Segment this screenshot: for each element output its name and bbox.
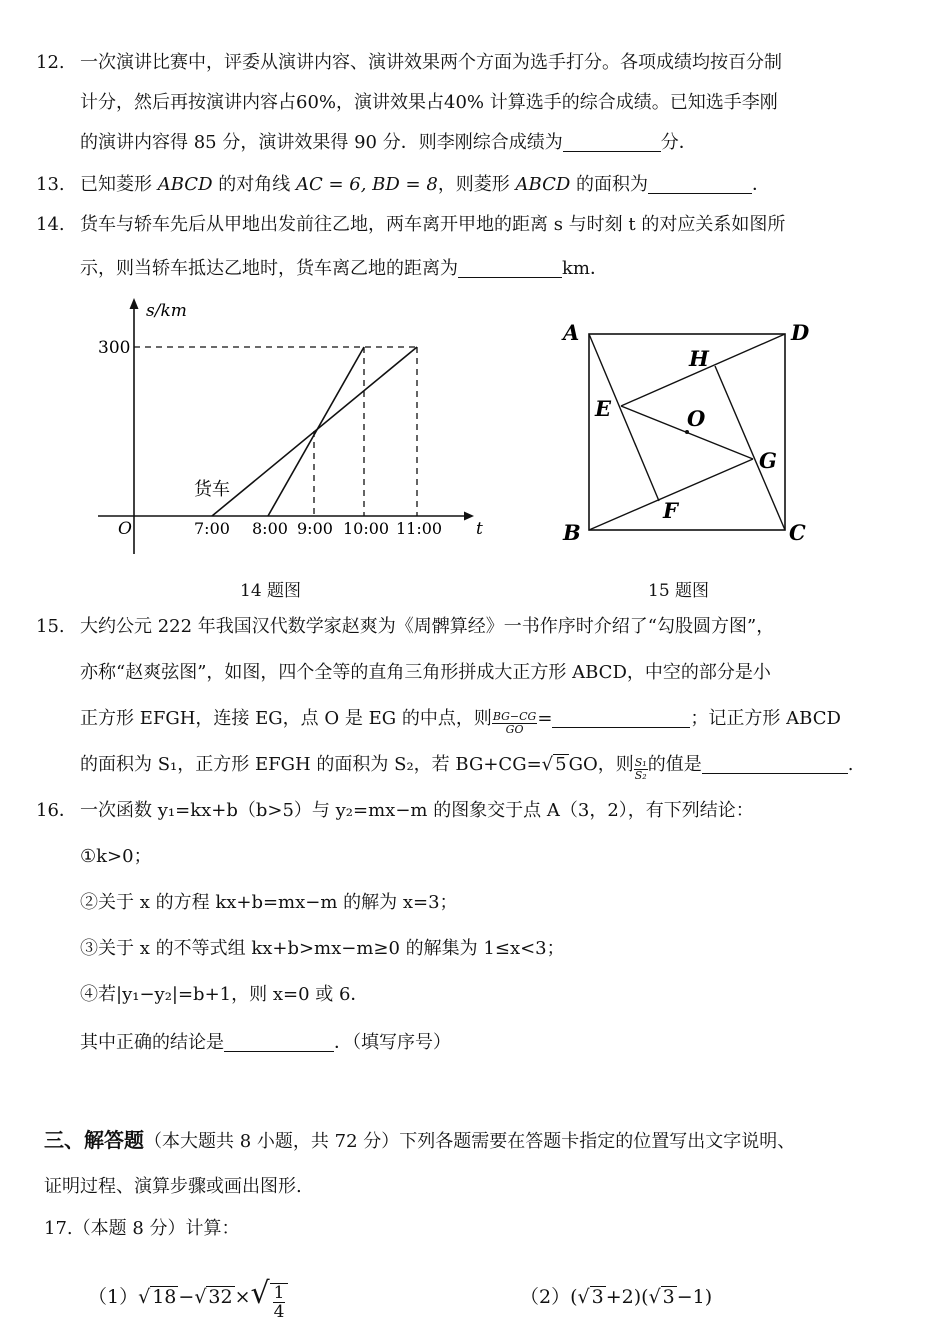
text-segment: ，则菱形: [437, 174, 510, 195]
question-number: 12.: [36, 52, 65, 73]
center-o-label: O: [687, 406, 706, 431]
fraction-bgcg-over-go: [492, 711, 538, 736]
text-segment: =: [537, 708, 553, 729]
answer-blank[interactable]: [458, 257, 562, 278]
radicand: 3: [662, 1286, 675, 1308]
operator: ×: [234, 1286, 251, 1308]
section-description: （本大题共 8 小题，共 72 分）下列各题需要在答题卡指定的位置写出文字说明、: [144, 1131, 796, 1152]
vertex-e-label: E: [595, 396, 612, 421]
text-segment: ；记正方形 ABCD: [690, 708, 841, 729]
fraction-numerator: 1: [273, 1283, 285, 1303]
conclusion-1: ①k>0；: [80, 846, 152, 867]
text-segment: 已知菱形: [80, 174, 152, 195]
part-label: （2）: [520, 1286, 571, 1308]
x-axis-arrow-icon: [464, 512, 474, 521]
sqrt-symbol: √: [194, 1286, 207, 1308]
text-segment: ．: [752, 174, 771, 195]
question-text-line: 计分，然后再按演讲内容占60%，演讲效果占40% 计算选手的综合成绩。已知选手李刚: [80, 92, 778, 113]
math-expression: AC = 6, BD = 8: [295, 174, 438, 195]
question-number: 14.: [36, 214, 65, 235]
sqrt-symbol: √: [577, 1286, 590, 1308]
answer-blank[interactable]: [563, 131, 661, 152]
fraction-numerator: S₁: [634, 756, 647, 769]
expression-part: +2)(: [605, 1286, 649, 1308]
question-number: 16．: [36, 800, 77, 821]
x-tick: 10:00: [343, 519, 390, 538]
sqrt-symbol: √: [250, 1276, 270, 1311]
radicand: 5: [555, 754, 567, 775]
question-text-line: [80, 704, 841, 736]
text-segment: 分．: [660, 132, 697, 153]
section-3-description-line: 证明过程、演算步骤或画出图形.: [44, 1176, 302, 1197]
y-axis-arrow-icon: [130, 298, 139, 309]
operator: −: [178, 1286, 195, 1308]
origin-label: O: [118, 519, 132, 539]
text-segment: 的面积为: [576, 174, 649, 195]
fraction-one-quarter: [270, 1283, 289, 1321]
question-text-line: 货车与轿车先后从甲地出发前往乙地，两车离开甲地的距离 s 与时刻 t 的对应关系如图所: [80, 214, 786, 235]
conclusion-4: ④若|y₁−y₂|=b+1，则 x=0 或 6．: [80, 984, 369, 1005]
question-text-line: 一次演讲比赛中，评委从演讲内容、演讲效果两个方面为选手打分。各项成绩均按百分制: [80, 52, 782, 73]
text-segment: 的演讲内容得 85 分，演讲效果得 90 分．则李刚综合成绩为: [80, 132, 563, 153]
math-symbol: ABCD: [515, 174, 571, 195]
fraction-numerator: BG−CG: [492, 710, 537, 723]
question-text-line: [80, 1028, 451, 1058]
text-segment: 的值是: [647, 754, 702, 775]
vertex-a-label: A: [563, 320, 580, 345]
text-segment: 的面积为 S₁，正方形 EFGH 的面积为 S₂，若 BG+CG=: [80, 754, 542, 775]
radicand: 32: [208, 1286, 233, 1308]
section-3-header: [44, 1124, 795, 1153]
sqrt-symbol: √: [541, 754, 554, 775]
sqrt-symbol: √: [648, 1286, 661, 1308]
question-text-line: 亦称“赵爽弦图”，如图，四个全等的直角三角形拼成大正方形 ABCD，中空的部分是小: [80, 662, 771, 683]
fraction-denominator: S₂: [634, 769, 647, 782]
text-segment: 的对角线: [218, 174, 291, 195]
question-text-line: 大约公元 222 年我国汉代数学家赵爽为《周髀算经》一书作序时介绍了“勾股圆方图”，: [80, 616, 775, 637]
question-text-line: [80, 750, 853, 782]
vertex-f-label: F: [663, 498, 678, 523]
text-segment: 正方形 EFGH，连接 EG，点 O 是 EG 的中点，则: [80, 708, 492, 729]
vertex-g-label: G: [759, 448, 777, 473]
vertex-c-label: C: [789, 520, 806, 545]
radicand: 18: [152, 1286, 177, 1308]
car-line: [268, 347, 364, 516]
text-segment: 示，则当轿车抵达乙地时，货车离乙地的距离为: [80, 258, 458, 279]
question-17-head: 17.（本题 8 分）计算：: [44, 1218, 240, 1239]
figure-14-caption: 14 题图: [240, 581, 302, 601]
question-number: 15.: [36, 616, 65, 637]
conclusion-2: ②关于 x 的方程 kx+b=mx−m 的解为 x=3；: [80, 892, 458, 913]
question-text-line: [80, 128, 697, 158]
text-segment: GO，则: [568, 754, 634, 775]
text-segment: km．: [562, 258, 608, 279]
x-axis-label: t: [476, 519, 483, 539]
y-axis-label: s/km: [146, 301, 187, 321]
part-label: （1）: [88, 1286, 139, 1308]
text-segment: 其中正确的结论是: [80, 1032, 224, 1053]
vertex-d-label: D: [791, 320, 810, 345]
figure-14-graph: [90, 292, 490, 562]
answer-blank[interactable]: [224, 1031, 334, 1052]
question-text-line: 一次函数 y₁=kx+b（b>5）与 y₂=mx−m 的图象交于点 A（3，2），有下列结论：: [80, 800, 754, 821]
fraction-s1-over-s2: [634, 757, 648, 782]
radicand: 3: [591, 1286, 604, 1308]
paren: (: [570, 1286, 578, 1308]
text-segment: ．（填写序号）: [334, 1032, 451, 1053]
answer-blank[interactable]: [552, 707, 690, 728]
truck-label: 货车: [194, 479, 230, 500]
answer-blank[interactable]: [648, 173, 752, 194]
x-tick: 8:00: [252, 519, 288, 538]
question-text-line: [80, 254, 608, 284]
answer-blank[interactable]: [702, 753, 848, 774]
conclusion-3: ③关于 x 的不等式组 kx+b>mx−m≥0 的解集为 1≤x<3；: [80, 938, 565, 959]
expression-part: −1): [676, 1286, 713, 1308]
x-tick: 7:00: [194, 519, 230, 538]
y-tick-300: 300: [98, 338, 131, 358]
question-text-line: [80, 170, 770, 200]
figure-15-diagram: [555, 318, 825, 550]
question-17-part-2: [520, 1282, 712, 1312]
x-tick: 11:00: [396, 519, 443, 538]
sqrt-symbol: √: [138, 1286, 151, 1308]
vertex-b-label: B: [563, 520, 581, 545]
text-segment: .: [847, 754, 854, 775]
fraction-denominator: GO: [505, 723, 524, 736]
section-title: 三、解答题: [44, 1128, 144, 1152]
question-number: 13.: [36, 174, 65, 195]
fraction-denominator: 4: [273, 1302, 285, 1322]
math-symbol: ABCD: [157, 174, 213, 195]
vertex-h-label: H: [689, 346, 709, 371]
x-tick: 9:00: [297, 519, 333, 538]
question-17-part-1: [88, 1276, 288, 1321]
figure-15-caption: 15 题图: [648, 581, 710, 601]
